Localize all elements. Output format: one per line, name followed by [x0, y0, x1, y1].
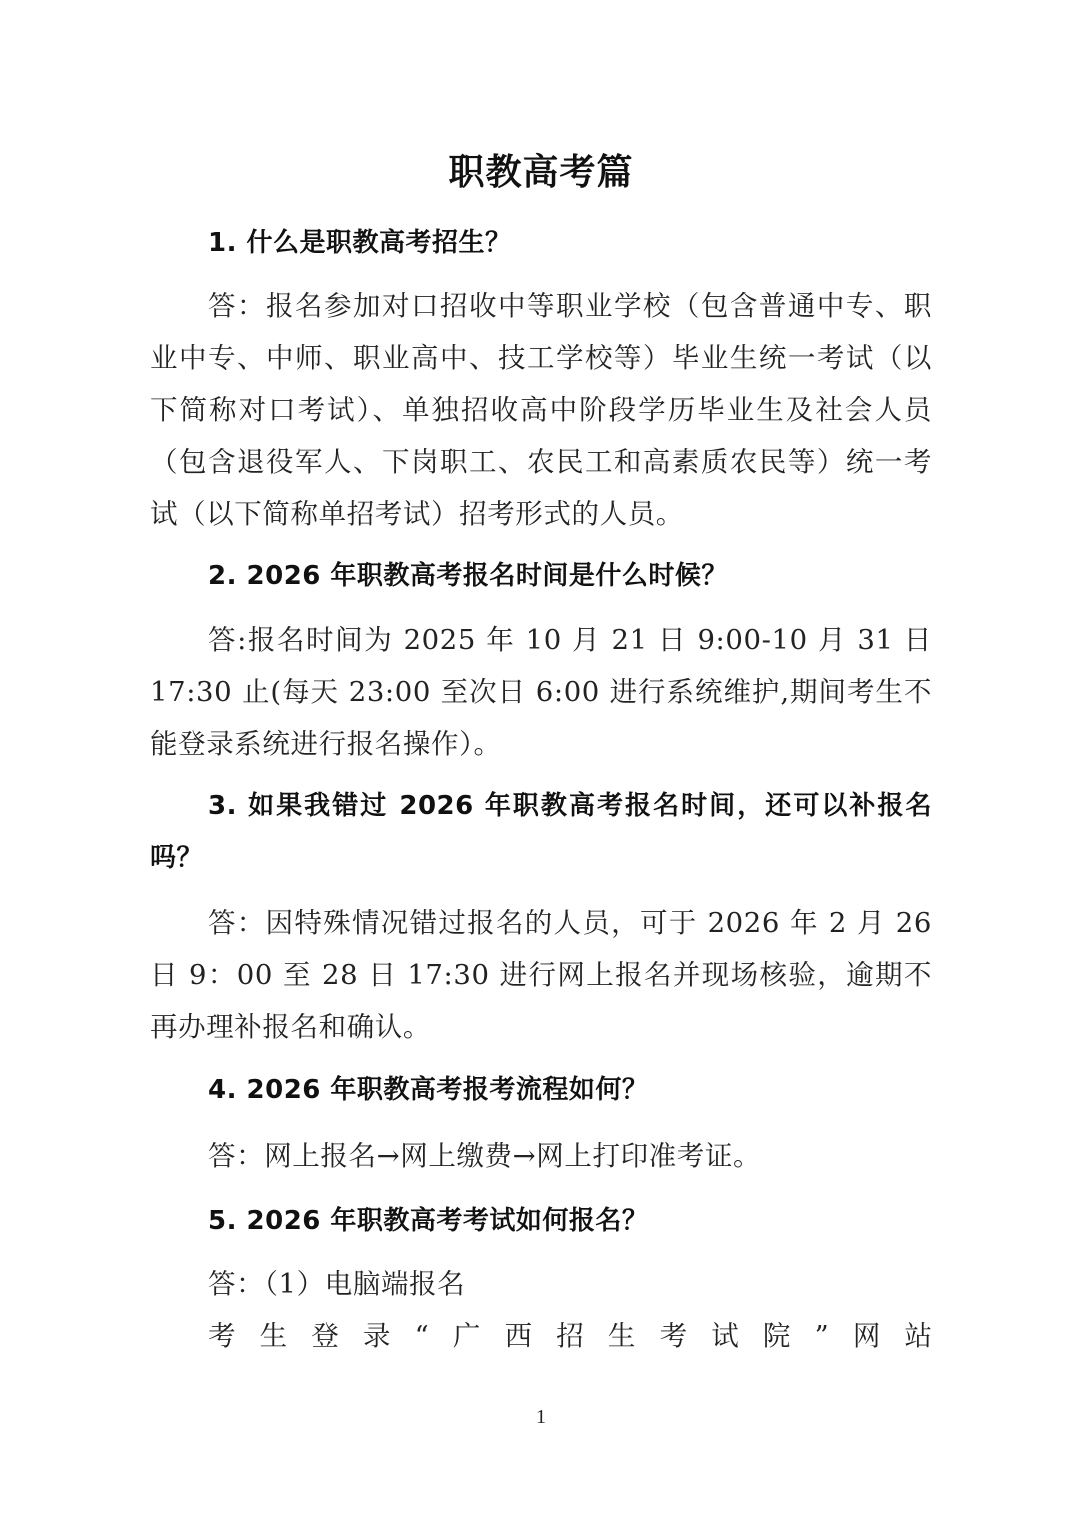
- answer-1: 答：报名参加对口招收中等职业学校（包含普通中专、职业中专、中师、职业高中、技工学校等）毕业生统一考试（以下简称对口考试）、单独招收高中阶段学历毕业生及社会人员（包含退役军人、下岗职工、农民工和高素质农民等）统一考试（以下简称单招考试）招考形式的人员。: [150, 290, 932, 530]
- question-4: 4. 2026 年职教高考报考流程如何？: [208, 1075, 649, 1105]
- document-page: [150, 0, 932, 1527]
- question-2: 2. 2026 年职教高考报名时间是什么时候？: [208, 561, 728, 591]
- page-title: 职教高考篇: [448, 152, 634, 193]
- answer-2: 答:报名时间为 2025 年 10 月 21 日 9:00-10 月 31 日 17:30 止(每天 23:00 至次日 6:00 进行系统维护,期间考生不能登录系统进行报名操作）。: [150, 624, 932, 760]
- question-3: 3. 如果我错过 2026 年职教高考报名时间，还可以补报名吗？: [150, 791, 932, 873]
- question-5: 5. 2026 年职教高考考试如何报名？: [208, 1206, 649, 1236]
- answer-3: 答：因特殊情况错过报名的人员，可于 2026 年 2 月 26 日 9：00 至 28 日 17:30 进行网上报名并现场核验，逾期不再办理补报名和确认。: [150, 907, 932, 1043]
- question-1: 1. 什么是职教高考招生？: [208, 228, 512, 258]
- page-number: 1: [536, 1406, 546, 1428]
- answer-5-continuation: 考生登录“广西招生考试院”网站: [208, 1320, 932, 1352]
- answer-4: 答：网上报名→网上缴费→网上打印准考证。: [208, 1140, 762, 1172]
- answer-5: 答：（1）电脑端报名: [208, 1268, 466, 1300]
